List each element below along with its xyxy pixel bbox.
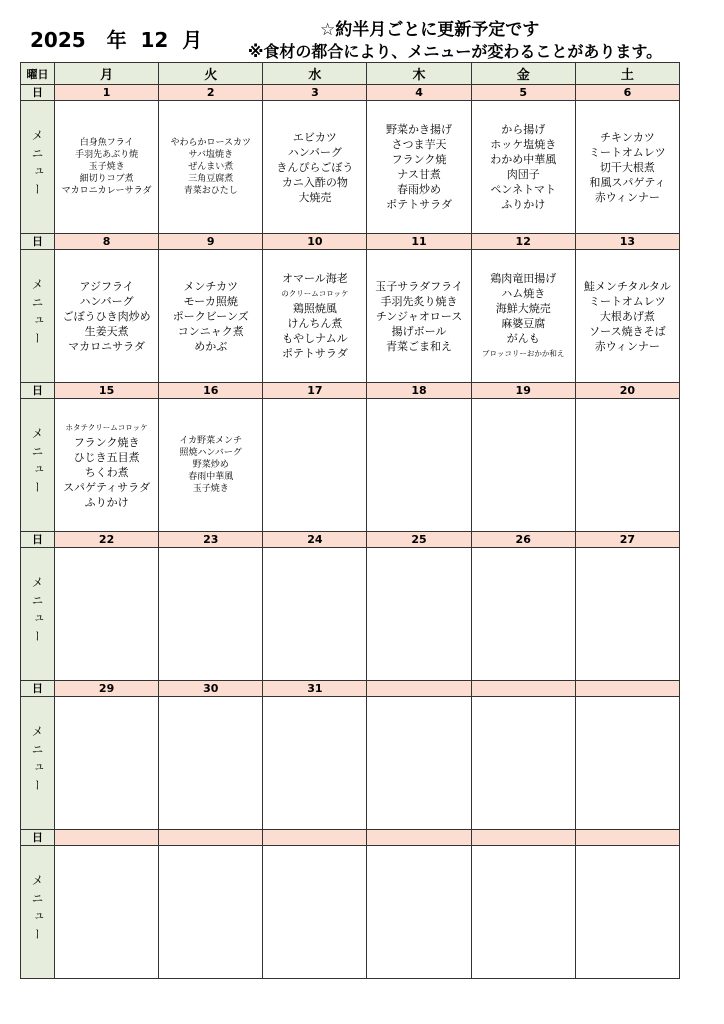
menu-label: メニュー	[30, 725, 44, 797]
date-label: 日	[21, 830, 55, 846]
date-cell: 31	[263, 681, 367, 697]
date-cell	[159, 830, 263, 846]
menu-item: 赤ウィンナー	[594, 190, 661, 204]
menu-cell	[471, 101, 575, 234]
menu-cell	[263, 548, 367, 681]
weekday-header-row	[21, 63, 680, 85]
month-unit: 月	[182, 28, 203, 52]
menu-cell	[367, 399, 471, 532]
menu-item: 青菜ごま和え	[386, 339, 453, 353]
menu-item: マカロニカレーサラダ	[61, 186, 152, 196]
menu-cell	[367, 250, 471, 383]
menu-row	[21, 399, 680, 532]
menu-cell	[471, 250, 575, 383]
menu-cell	[55, 399, 159, 532]
menu-item: ポテトサラダ	[281, 347, 348, 360]
menu-item: ホタテクリームコロッケ	[65, 423, 148, 432]
menu-item: エビカツ	[292, 130, 337, 144]
menu-item: チンジャオロース	[375, 309, 463, 323]
menu-label: メニュー	[30, 874, 44, 946]
menu-item: 海鮮大焼売	[495, 302, 551, 315]
menu-cell	[471, 399, 575, 532]
menu-cell	[55, 697, 159, 830]
date-cell	[55, 830, 159, 846]
menu-list	[159, 137, 262, 197]
menu-item: から揚げ	[501, 123, 546, 136]
menu-item: 白身魚フライ	[79, 138, 134, 148]
menu-item: ふりかけ	[501, 198, 546, 211]
date-cell: 9	[159, 234, 263, 250]
menu-cell	[159, 846, 263, 979]
menu-cell	[575, 101, 679, 234]
dow-label: 曜日	[21, 63, 55, 85]
menu-item: ポテトサラダ	[386, 198, 452, 211]
weekday-sat: 土	[575, 63, 679, 85]
date-row	[21, 383, 680, 399]
menu-label-cell	[21, 250, 55, 383]
menu-item: ミートオムレツ	[589, 294, 666, 308]
date-label: 日	[21, 532, 55, 548]
date-cell: 11	[367, 234, 471, 250]
menu-cell	[263, 697, 367, 830]
menu-list	[367, 122, 470, 212]
menu-item: ポークビーンズ	[172, 309, 249, 323]
date-cell: 10	[263, 234, 367, 250]
date-cell: 17	[263, 383, 367, 399]
menu-cell	[159, 250, 263, 383]
menu-item: フランク焼き	[73, 436, 140, 449]
date-row	[21, 532, 680, 548]
menu-item: 野菜かき揚げ	[386, 123, 453, 136]
menu-item: 野菜炒め	[192, 460, 229, 470]
menu-item: フランク焼	[391, 153, 447, 166]
weekday-tue: 火	[159, 63, 263, 85]
menu-cell	[159, 697, 263, 830]
menu-item: 手羽先炙り焼き	[380, 294, 458, 308]
menu-row	[21, 250, 680, 383]
date-row	[21, 85, 680, 101]
menu-label: メニュー	[30, 278, 44, 350]
menu-list	[576, 279, 679, 354]
menu-item: けんちん煮	[287, 317, 343, 330]
menu-cell	[263, 101, 367, 234]
menu-cell	[471, 548, 575, 681]
menu-cell	[471, 697, 575, 830]
menu-label: メニュー	[30, 576, 44, 648]
menu-item: カニ入酢の物	[281, 175, 348, 189]
menu-cell	[159, 548, 263, 681]
date-cell: 15	[55, 383, 159, 399]
weekday-wed: 水	[263, 63, 367, 85]
menu-item: ナス甘煮	[397, 168, 441, 181]
menu-item: 鮭メンチタルタル	[583, 279, 671, 293]
menu-item: 青菜おひたし	[183, 186, 238, 196]
menu-item: ブロッコリーおかか和え	[482, 349, 565, 358]
date-cell	[263, 830, 367, 846]
menu-cell	[575, 548, 679, 681]
date-cell: 26	[471, 532, 575, 548]
menu-label-cell	[21, 101, 55, 234]
menu-item: 切干大根煮	[599, 160, 655, 174]
date-cell	[367, 681, 471, 697]
date-row	[21, 234, 680, 250]
date-label: 日	[21, 234, 55, 250]
menu-item: ぜんまい煮	[188, 162, 234, 172]
menu-list	[159, 279, 262, 354]
menu-item: チキンカツ	[599, 130, 655, 144]
menu-cell	[55, 101, 159, 234]
menu-item: ペンネトマト	[490, 183, 557, 196]
menu-item: イカ野菜メンチ	[179, 436, 243, 446]
menu-row	[21, 846, 680, 979]
menu-cell	[471, 846, 575, 979]
menu-item: 鶏照焼風	[292, 302, 337, 315]
menu-item: コンニャク煮	[177, 324, 244, 338]
menu-cell	[575, 846, 679, 979]
menu-item: アジフライ	[79, 279, 134, 293]
menu-item: 麻婆豆腐	[501, 317, 546, 330]
menu-label-cell	[21, 399, 55, 532]
date-cell: 12	[471, 234, 575, 250]
menu-item: 春雨炒め	[397, 183, 442, 196]
date-cell	[367, 830, 471, 846]
date-cell: 19	[471, 383, 575, 399]
menu-cell	[575, 250, 679, 383]
date-cell: 4	[367, 85, 471, 101]
date-row	[21, 830, 680, 846]
menu-item: 赤ウィンナー	[594, 339, 661, 353]
menu-list	[367, 279, 470, 354]
menu-label-cell	[21, 846, 55, 979]
date-cell	[575, 681, 679, 697]
menu-item: きんぴらごぼう	[276, 160, 354, 174]
menu-calendar	[20, 62, 680, 979]
date-cell: 5	[471, 85, 575, 101]
menu-item: 三角豆腐煮	[188, 174, 234, 184]
menu-cell	[367, 101, 471, 234]
date-label: 日	[21, 681, 55, 697]
date-cell: 30	[159, 681, 263, 697]
date-cell: 8	[55, 234, 159, 250]
menu-item: ひじき五目煮	[73, 451, 140, 464]
weekday-mon: 月	[55, 63, 159, 85]
date-cell: 13	[575, 234, 679, 250]
date-cell: 22	[55, 532, 159, 548]
date-cell: 1	[55, 85, 159, 101]
menu-item: メンチカツ	[183, 279, 239, 293]
menu-item: がんも	[506, 332, 540, 345]
date-cell: 6	[575, 85, 679, 101]
menu-cell	[55, 846, 159, 979]
menu-item: マカロニサラダ	[68, 339, 146, 353]
menu-item: 玉子サラダフライ	[375, 279, 463, 293]
menu-list	[263, 271, 366, 361]
date-cell: 18	[367, 383, 471, 399]
menu-item: サバ塩焼き	[188, 150, 233, 160]
menu-item: ミートオムレツ	[589, 145, 666, 159]
menu-cell	[55, 548, 159, 681]
menu-item: 大焼売	[298, 190, 332, 204]
menu-cell	[159, 399, 263, 532]
notice-menu-change: ※食材の都合により、メニューが変わることがあります。	[247, 42, 663, 61]
date-cell	[575, 830, 679, 846]
menu-list	[159, 435, 262, 495]
menu-cell	[55, 250, 159, 383]
year: 2025	[30, 28, 86, 52]
month-title	[30, 24, 202, 53]
menu-item: ソース焼きそば	[589, 324, 666, 338]
menu-item: ハンバーグ	[79, 294, 134, 308]
menu-cell	[575, 697, 679, 830]
menu-item: もやしナムル	[282, 332, 348, 345]
menu-item: やわらかロースカツ	[170, 138, 252, 148]
menu-list	[263, 130, 366, 205]
menu-item: めかぶ	[194, 339, 228, 353]
date-cell: 16	[159, 383, 263, 399]
menu-cell	[367, 548, 471, 681]
menu-item: モーカ照焼	[183, 294, 238, 308]
menu-label-cell	[21, 697, 55, 830]
menu-cell	[263, 399, 367, 532]
date-cell: 25	[367, 532, 471, 548]
menu-item: ハム焼き	[501, 287, 546, 300]
menu-list	[472, 122, 575, 212]
menu-label: メニュー	[30, 129, 44, 201]
menu-list	[55, 137, 158, 197]
menu-item: 大根あげ煮	[599, 309, 655, 323]
menu-item: 細切りコブ煮	[79, 174, 134, 184]
menu-item: のクリームコロッケ	[281, 289, 349, 298]
date-cell: 2	[159, 85, 263, 101]
menu-item: さつま芋天	[391, 138, 447, 151]
menu-item: オマール海老	[282, 272, 348, 285]
menu-cell	[263, 250, 367, 383]
menu-item: 玉子焼き	[88, 162, 125, 172]
notice-update-schedule: ☆約半月ごとに更新予定です	[320, 20, 540, 40]
menu-item: ごぼうひき肉炒め	[62, 309, 151, 323]
date-cell: 24	[263, 532, 367, 548]
weekday-thu: 木	[367, 63, 471, 85]
menu-item: 鶏肉竜田揚げ	[490, 272, 557, 285]
menu-item: 春雨中華風	[188, 472, 234, 482]
menu-item: 揚げボール	[391, 324, 447, 338]
menu-item: わかめ中華風	[490, 153, 557, 166]
menu-item: 和風スパゲティ	[589, 175, 666, 189]
menu-item: ちくわ煮	[84, 466, 129, 479]
notice	[220, 20, 690, 62]
year-unit: 年	[106, 28, 127, 52]
date-label: 日	[21, 383, 55, 399]
date-cell: 27	[575, 532, 679, 548]
date-row	[21, 681, 680, 697]
date-cell	[471, 681, 575, 697]
month: 12	[140, 28, 169, 52]
weekday-fri: 金	[471, 63, 575, 85]
date-cell	[471, 830, 575, 846]
menu-list	[472, 271, 575, 361]
menu-item: ふりかけ	[84, 496, 129, 509]
menu-item: 照焼ハンバーグ	[179, 448, 242, 458]
date-cell: 3	[263, 85, 367, 101]
menu-list	[55, 279, 158, 354]
menu-item: ホッケ塩焼き	[490, 138, 557, 151]
menu-item: 肉団子	[506, 168, 540, 181]
menu-cell	[367, 846, 471, 979]
date-label: 日	[21, 85, 55, 101]
date-cell: 20	[575, 383, 679, 399]
menu-item: 玉子焼き	[192, 484, 229, 494]
menu-item: 生姜天煮	[84, 324, 129, 338]
menu-item: ハンバーグ	[287, 145, 342, 159]
menu-row	[21, 697, 680, 830]
menu-cell	[575, 399, 679, 532]
menu-cell	[159, 101, 263, 234]
menu-list	[576, 130, 679, 205]
menu-item: スパゲティサラダ	[63, 481, 151, 494]
date-cell: 23	[159, 532, 263, 548]
menu-cell	[263, 846, 367, 979]
menu-item: 手羽先あぶり焼	[75, 150, 139, 160]
menu-label-cell	[21, 548, 55, 681]
menu-list	[55, 420, 158, 510]
menu-row	[21, 548, 680, 681]
menu-label: メニュー	[30, 427, 44, 499]
menu-cell	[367, 697, 471, 830]
date-cell: 29	[55, 681, 159, 697]
menu-row	[21, 101, 680, 234]
